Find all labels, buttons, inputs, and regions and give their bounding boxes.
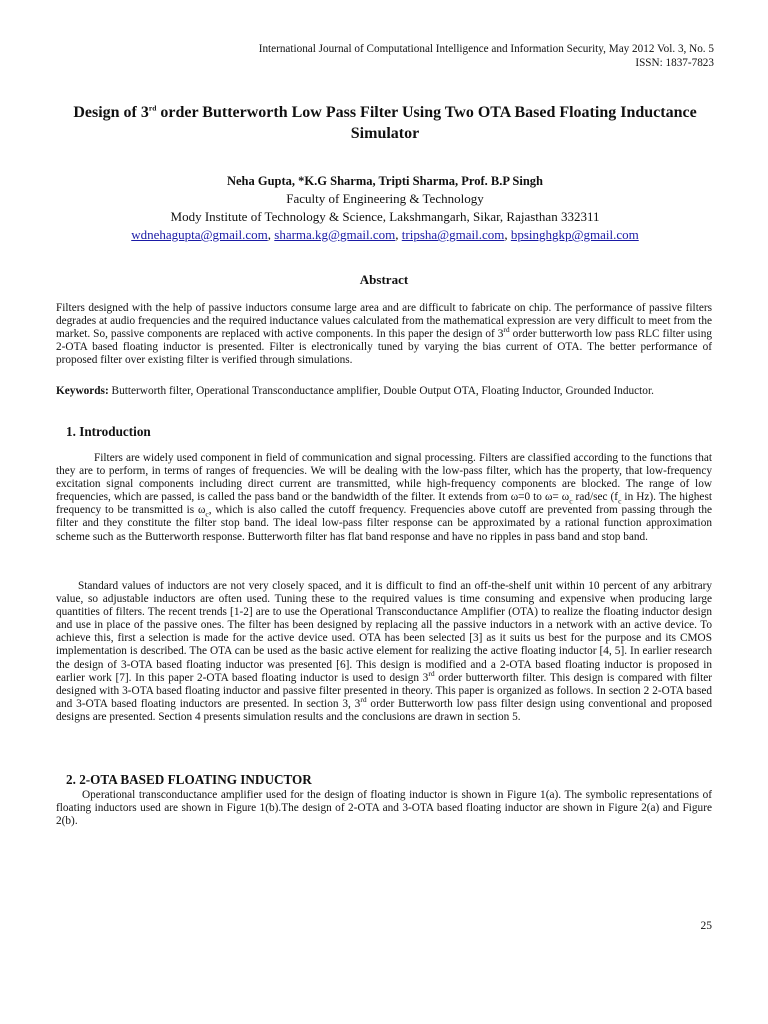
email-separator: ,: [267, 227, 275, 242]
paper-title: [60, 102, 710, 144]
keywords-text: Butterworth filter, Operational Transconductance amplifier, Double Output OTA, Floating Inductor, Grounded Inductor.: [108, 385, 654, 397]
journal-header: [259, 42, 714, 70]
abstract-heading: Abstract: [359, 272, 409, 287]
journal-citation: International Journal of Computational Intelligence and Information Security, May 2012 Vol. 3, No. 5: [258, 43, 714, 55]
intro-p1-b: rad/sec (f: [572, 491, 619, 504]
section-2-paragraph: Operational transconductance amplifier used for the design of floating inductor is shown in Figure 1(a). The symbolic representations of floating inductors used are shown in Figure 1(b).The design of 2-OTA and 3-OTA based floating inductor are shown in Figure 2(a) and Figure 2(b).: [56, 789, 712, 828]
email-separator: ,: [395, 227, 402, 242]
page-number: 25: [700, 920, 712, 932]
abstract-text: [56, 302, 712, 367]
keywords-label: Keywords:: [56, 385, 109, 397]
subscript-c: c: [205, 509, 209, 519]
subscript-c: c: [618, 496, 622, 506]
abstract-text-part1: Filters designed with the help of passive inductors consume large area and are difficult to fabricate on chip. The performance of passive filters degrades at audio frequencies and the required inductance values calculated from the mathematical expression are very difficult to meet from the market. So, passive components are replaced with active components. In this paper the design of 3: [56, 302, 712, 341]
abstract-superscript: rd: [503, 325, 510, 335]
email-link-4[interactable]: bpsinghgkp@gmail.com: [510, 227, 639, 242]
author-emails: [40, 226, 730, 244]
intro-p2-c: order Butterworth low pass filter design using conventional and proposed designs are presented. Section 4 presents simulation results and the conclusions are drawn in section 5.: [56, 697, 712, 723]
email-link-1[interactable]: wdnehagupta@gmail.com: [131, 227, 268, 242]
subscript-c: c: [569, 496, 573, 506]
intro-p1-c: in Hz). The highest frequency to be transmitted is ω: [56, 491, 712, 517]
author-institute: Mody Institute of Technology & Science, Lakshmangarh, Sikar, Rajasthan 332311: [170, 209, 600, 224]
title-part1: Design of 3: [73, 104, 149, 121]
abstract-text-part2: order butterworth low pass RLC filter using 2-OTA based floating inductor is presented. Filter is electronically tuned by varying the bias current of OTA. The better performance of proposed filter over existing filter is verified through simulations.: [56, 328, 712, 367]
section-1-heading: 1. Introduction: [66, 424, 151, 439]
title-superscript: rd: [148, 103, 157, 113]
keywords: [56, 385, 712, 398]
intro-paragraph-2: [56, 580, 712, 724]
intro-p2-b: order butterworth filter. This design is compared with filter designed with 3-OTA based floating inductor and passive filter presented in theory. This paper is organized as follows. In section 2 2-OTA based and 3-OTA based floating inductors are presented. In section 3, 3: [56, 671, 712, 710]
email-link-2[interactable]: sharma.kg@gmail.com: [274, 227, 396, 242]
superscript-rd: rd: [360, 695, 367, 705]
intro-paragraph-1: [56, 452, 712, 544]
title-part2: order Butterworth Low Pass Filter Using Two OTA Based Floating Inductance Simulator: [156, 104, 697, 142]
author-faculty: Faculty of Engineering & Technology: [286, 191, 484, 206]
issn: ISSN: 1837-7823: [635, 57, 714, 69]
author-names: Neha Gupta, *K.G Sharma, Tripti Sharma, Prof. B.P Singh: [226, 174, 543, 188]
intro-p2-a: Standard values of inductors are not very closely spaced, and it is difficult to find an off-the-shelf unit within 10 percent of any arbitrary value, so adjustable inductors are often used. Tuning these to the required values is time consuming and expensive when producing large quantities of filters. The recent trends [1-2] are to use the Operational Transconductance Amplifier (OTA) to realize the floating inductor design and use in place of the passive ones. The filter has been designed by replacing all the passive inductors in a network with an active device. To achieve this, first a selection is made for the active device used. OTA has been selected [3] as it suits us best for the purpose and its CMOS implementation is described. The OTA can be used as the basic active element for realizing the active floating inductor [4, 5]. In earlier research the design of 3-OTA based floating inductor was presented [6]. This design is modified and a 2-OTA based floating inductor is proposed in earlier work [7]. In this paper 2-OTA based floating inductor is used to design 3: [56, 580, 712, 684]
author-block: [40, 172, 730, 244]
email-link-3[interactable]: tripsha@gmail.com: [401, 227, 505, 242]
section-2-heading: 2. 2-OTA BASED FLOATING INDUCTOR: [66, 772, 312, 787]
intro-p1-d: , which is also called the cutoff frequency. Frequencies above cutoff are prevented from passing through the filter and they constitute the filter stop band. The ideal low-pass filter response can be approximated by a rational function approximation scheme such as the Butterworth response. Butterworth filter has flat band response and have no ripples in pass band and stop band.: [56, 504, 712, 543]
intro-p1-a: Filters are widely used component in field of communication and signal processing. Filters are classified according to the functions that they are to perform, in terms of ranges of frequencies. We will be dealing with the low-pass filter, which has the property, that low-frequency excitation signal components including direct current are transmitted, while high-frequency components are blocked. The range of low frequencies, which are passed, is called the pass band or the bandwidth of the filter. It extends from ω=0 to ω= ω: [56, 452, 712, 504]
email-separator: ,: [504, 227, 511, 242]
superscript-rd: rd: [428, 668, 435, 678]
